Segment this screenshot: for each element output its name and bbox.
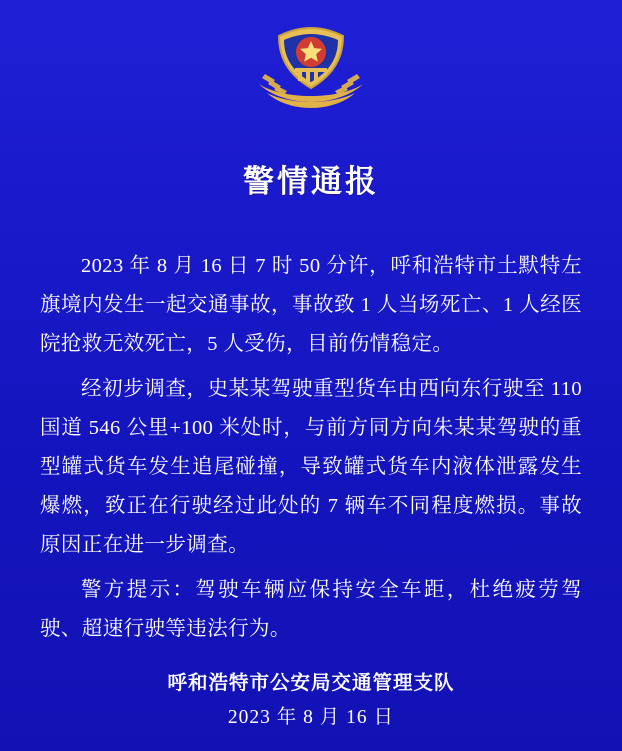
page-title: 警情通报	[243, 164, 379, 199]
notice-body	[40, 247, 582, 649]
signature-block	[0, 667, 622, 735]
issuing-department: 呼和浩特市公安局交通管理支队	[167, 673, 455, 694]
issue-date: 2023 年 8 月 16 日	[227, 707, 395, 728]
police-emblem	[251, 22, 371, 110]
notice-paragraph-1: 2023 年 8 月 16 日 7 时 50 分许，呼和浩特市土默特左旗境内发生一起交通事故，事故致 1 人当场死亡、1 人经医院抢救无效死亡，5 人受伤，目前伤情稳定。	[40, 255, 582, 355]
notice-paragraph-3: 警方提示：驾驶车辆应保持安全车距，杜绝疲劳驾驶、超速行驶等违法行为。	[40, 579, 582, 640]
emblem-container	[40, 22, 582, 114]
notice-paragraph-2: 经初步调查，史某某驾驶重型货车由西向东行驶至 110 国道 546 公里+100 米处时，与前方同方向朱某某驾驶的重型罐式货车发生追尾碰撞，导致罐式货车内液体泄露发生爆燃，致正在行驶经过此处的 7 辆车不同程度燃损。事故原因正在进一步调查。	[40, 378, 582, 556]
